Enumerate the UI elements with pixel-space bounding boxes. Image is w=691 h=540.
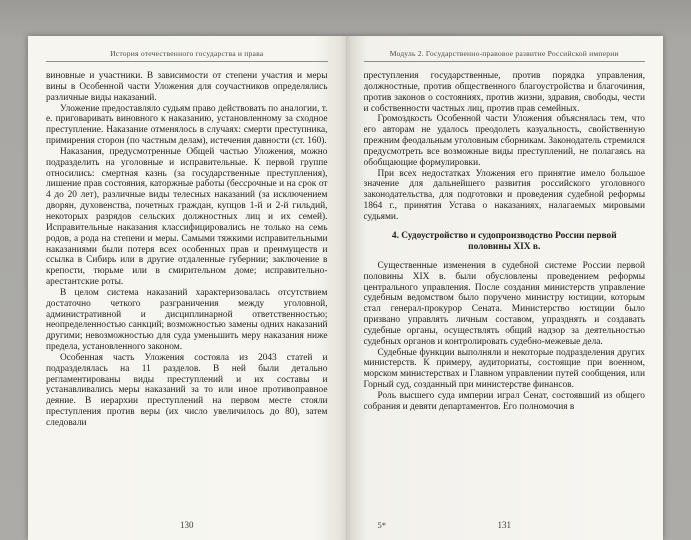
right-page xyxy=(346,36,664,540)
right-footer xyxy=(364,520,646,532)
paragraph: виновные и участники. В зависимости от степени участия и меры вины в Особенной части Уложения для соучастников определялись различные виды наказаний. xyxy=(46,71,328,103)
paragraph: Роль высшего суда империи играл Сенат, состоявший из общего собрания и девяти департаментов. Его полномочия в xyxy=(363,390,645,412)
paragraph: В целом система наказаний характеризовалась отсутствием достаточно четкого разграничения между уголовной, административной и дисциплинарной ответственностью; неопределенностью санкций; возможностью замены одних наказаний другими; невозможностью для суда уменьшить меру наказания ниже предела, установленного законом. xyxy=(46,287,328,353)
book-spread xyxy=(28,36,663,540)
right-running-head: Модуль 2. Государственно-правовое развитие Российской империи xyxy=(364,49,646,62)
left-page xyxy=(28,36,346,540)
signature-mark: 5* xyxy=(377,520,386,530)
paragraph: Существенные изменения в судебной системе России первой половины XIX в. были обусловлены проведением реформы центрального управления. После создания министерств управление судебным ведомством было поручено министру юстиции, которым стал генерал-прокурор Сената. Министерство юстиции было призвано управлять личным составом, упразднять и создавать судебные органы, осуществлять общий надзор за деятельностью судебных органов и контролировать судебно-межевые дела. xyxy=(363,260,645,347)
left-page-number: 130 xyxy=(180,520,194,530)
left-page-text xyxy=(46,71,328,503)
paragraph: Особенная часть Уложения состояла из 2043 статей и подразделялась на 11 разделов. В ней были детально регламентированы виды преступлений и их составы и устанавливались меры наказаний за то или иное противоправное деяние. В иерархии преступлений на первом месте стояли преступления против веры (их число увеличилось до 80), затем следовали xyxy=(46,352,328,428)
paragraph: При всех недостатках Уложения его принятие имело большое значение для дальнейшего развития российского уголовного законодательства, для подготовки и проведения судебной реформы 1864 г., принятия Устава о наказаниях, налагаемых мировыми судьями. xyxy=(363,168,645,222)
section-heading: 4. Судоустройство и судопроизводство России первой половины XIX в. xyxy=(391,230,617,253)
paragraph: Громоздкость Особенной части Уложения объяснялась тем, что его авторам не удалось преодолеть казуальность, свойственную прежним феодальным уголовным сборникам. Законодатель стремился предусмотреть все возможные виды преступлений, не полагаясь на обобщающие формулировки. xyxy=(363,114,645,168)
left-footer xyxy=(46,520,328,532)
paragraph: преступления государственные, против порядка управления, должностные, против общественного благоустройства и благочиния, против законов о состояниях, против жизни, здравия, свободы, чести и собственности частных лиц, против прав семейных. xyxy=(363,71,645,114)
left-running-head: История отечественного государства и права xyxy=(46,49,328,62)
paragraph: Судебные функции выполняли и некоторые подразделения других министерств. К примеру, аудиториаты, состоящие при военном, морском министерствах и Главном управлении путей сообщения, или Горный суд, созданный при министерстве финансов. xyxy=(363,347,645,391)
right-page-number: 131 xyxy=(497,520,511,530)
paragraph: Наказания, предусмотренные Общей частью Уложения, можно подразделить на уголовные и исправительные. К первой группе относились: смертная казнь (за государственные преступления), лишение прав состояния, каторжные работы (бессрочные и на срок от 4 до 20 лет), различные виды телесных наказаний (за исключением дворян, духовенства, почетных граждан, купцов 1-й и 2-й гильдий, некоторых разрядов сельских должностных лиц и их семей). Исправительные наказания классифицировались не только на семь родов, а рода на степени и меры. Самыми тяжкими исправительными наказаниями были потеря всех особенных прав и преимуществ и ссылка в Сибирь или в другие отдаленные губернии; заключение в крепости, тюрьме или в смирительном доме; исправительно-арестантские роты. xyxy=(46,146,328,288)
right-page-text xyxy=(364,71,646,503)
paragraph: Уложение предоставляло судьям право действовать по аналогии, т. е. приговаривать виновного к наказанию, установленному за сходное преступление. Наказание отменялось в случаях: смерти преступника, примирения сторон (по частным делам), истечения давности (ст. 160). xyxy=(46,103,328,147)
